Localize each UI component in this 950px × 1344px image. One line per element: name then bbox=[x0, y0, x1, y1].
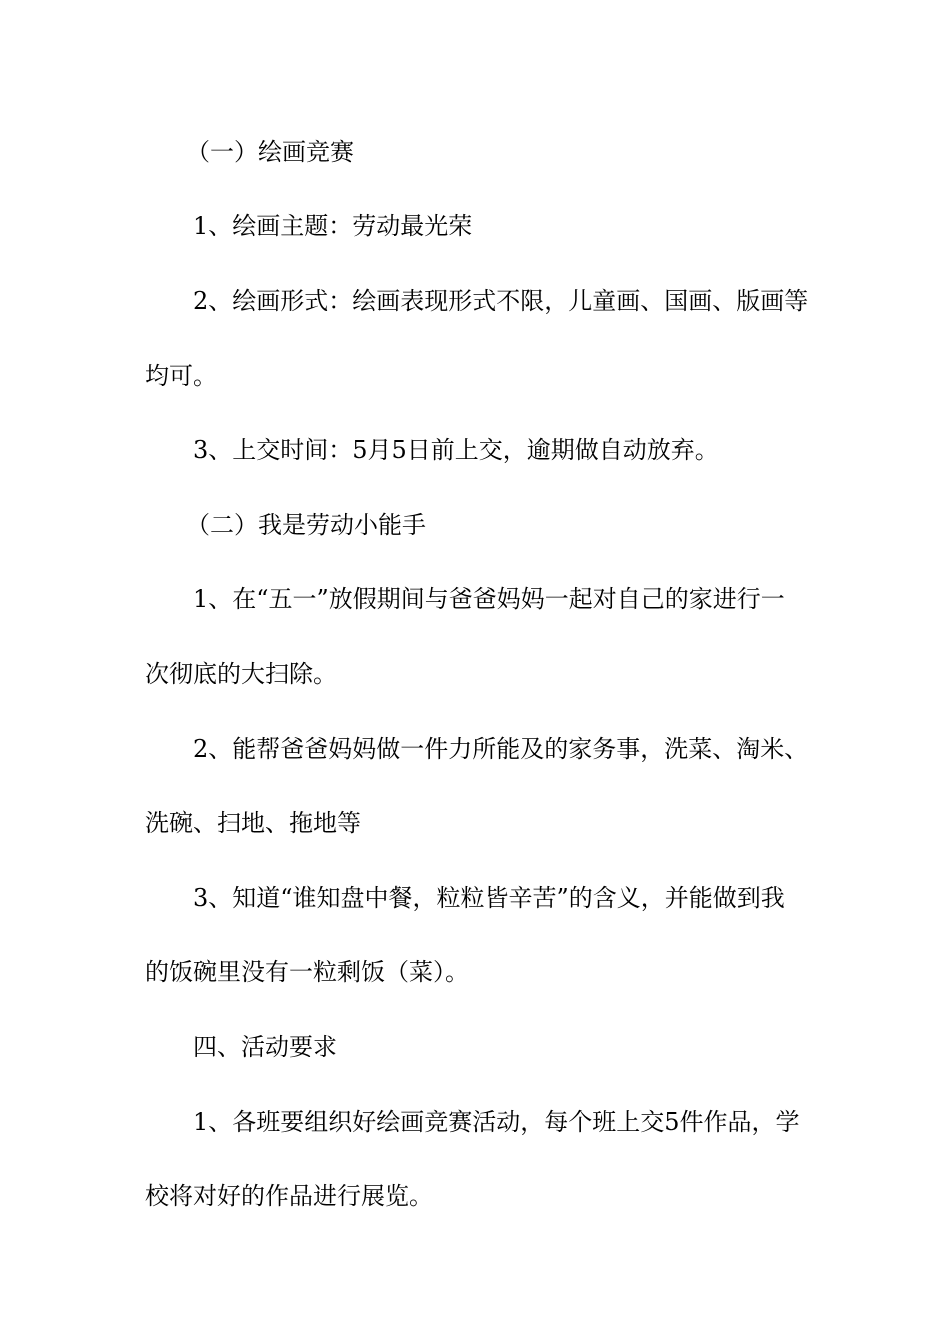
section-heading-labor-helper: （二）我是劳动小能手 bbox=[186, 511, 426, 539]
no-waste-item: 3、知道“谁知盘中餐，粒粒皆辛苦”的含义，并能做到我 bbox=[193, 884, 785, 912]
housework-item-continued: 洗碗、扫地、拖地等 bbox=[145, 809, 361, 837]
painting-form-item: 2、绘画形式：绘画表现形式不限，儿童画、国画、版画等 bbox=[193, 287, 809, 315]
submission-time-item: 3、上交时间：5月5日前上交，逾期做自动放弃。 bbox=[193, 436, 719, 464]
section-heading-requirements: 四、活动要求 bbox=[193, 1033, 337, 1061]
requirement-item-continued: 校将对好的作品进行展览。 bbox=[145, 1182, 433, 1210]
section-heading-painting-contest: （一）绘画竞赛 bbox=[186, 138, 354, 166]
painting-theme-item: 1、绘画主题：劳动最光荣 bbox=[193, 212, 473, 240]
cleaning-item-continued: 次彻底的大扫除。 bbox=[145, 660, 337, 688]
requirement-item: 1、各班要组织好绘画竞赛活动，每个班上交5件作品，学 bbox=[193, 1108, 800, 1136]
painting-form-item-continued: 均可。 bbox=[145, 362, 217, 390]
no-waste-item-continued: 的饭碗里没有一粒剩饭（菜）。 bbox=[145, 958, 469, 986]
housework-item: 2、能帮爸爸妈妈做一件力所能及的家务事，洗菜、淘米、 bbox=[193, 735, 809, 763]
cleaning-item: 1、在“五一”放假期间与爸爸妈妈一起对自己的家进行一 bbox=[193, 585, 785, 613]
